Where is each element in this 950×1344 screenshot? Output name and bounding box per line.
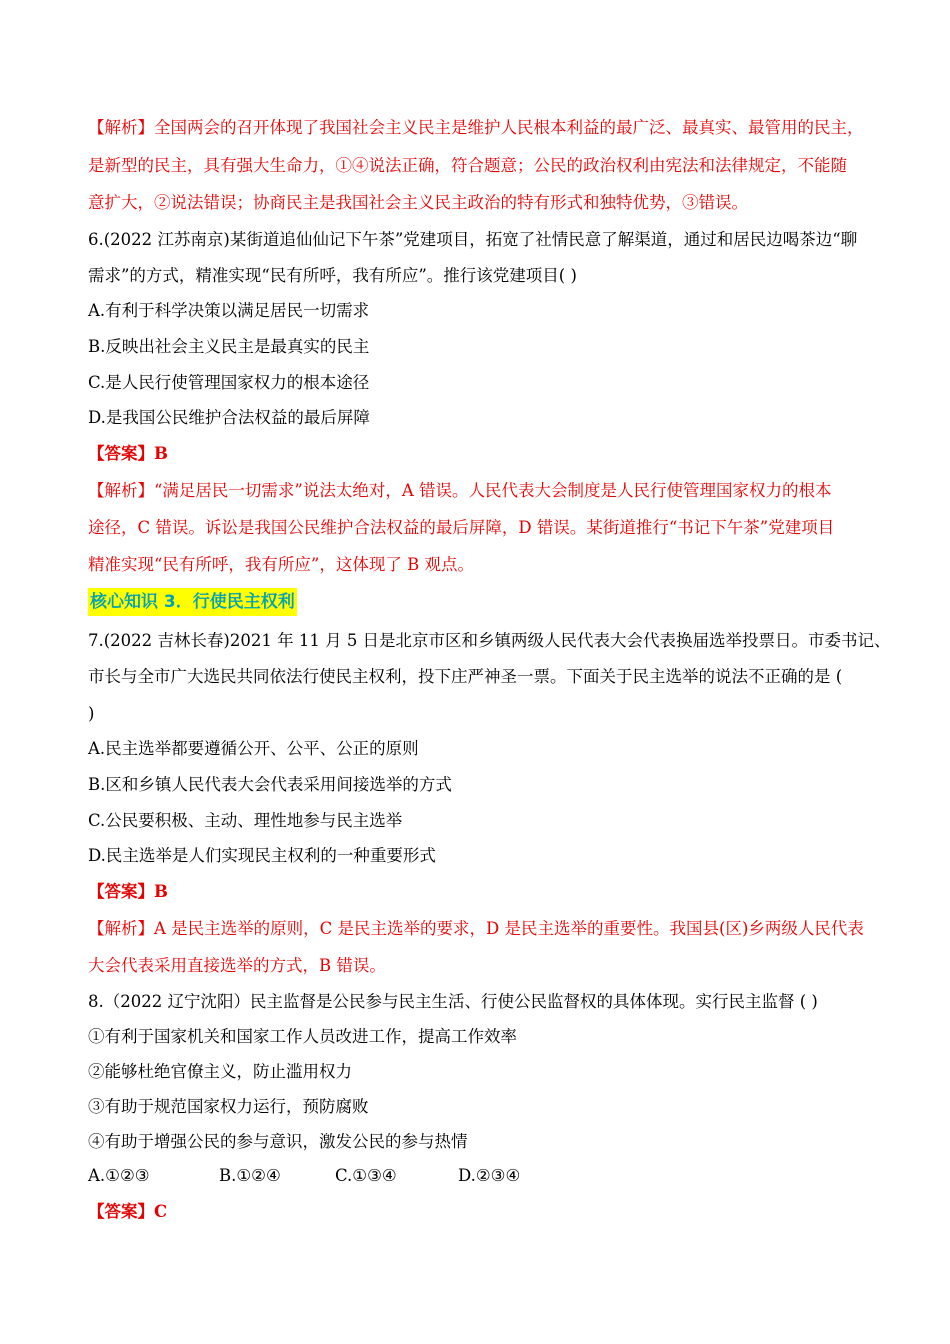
option-d: D.民主选举是人们实现民主权利的一种重要形式 xyxy=(88,846,436,865)
question-stem: 8.（2022 辽宁沈阳）民主监督是公民参与民主生活、行使公民监督权的具体体现。实行民主监督 ( ) xyxy=(88,992,818,1011)
option-d: D.是我国公民维护合法权益的最后屏障 xyxy=(88,408,370,427)
statement-1: ①有利于国家机关和国家工作人员改进工作，提高工作效率 xyxy=(88,1027,517,1046)
option-a: A.民主选举都要遵循公开、公平、公正的原则 xyxy=(88,739,419,758)
question-stem: 6.(2022 江苏南京)某街道追仙仙记下午茶”党建项目，拓宽了社情民意了解渠道，通过和居民边喝茶边“聊 xyxy=(88,230,858,249)
answer-label: 【答案】C xyxy=(88,1202,168,1221)
question-stem: 市长与全市广大选民共同依法行使民主权利，投下庄严神圣一票。下面关于民主选举的说法不正确的是 ( xyxy=(88,667,843,686)
statement-4: ④有助于增强公民的参与意识，激发公民的参与热情 xyxy=(88,1132,468,1151)
answer-label: 【答案】B xyxy=(88,444,168,463)
option-b: B.反映出社会主义民主是最真实的民主 xyxy=(88,337,370,356)
option-b: B.①②④ xyxy=(219,1166,281,1185)
question-stem: ) xyxy=(88,704,95,723)
question-stem: 需求”的方式，精准实现“民有所呼，我有所应”。推行该党建项目( ) xyxy=(88,266,577,285)
statement-2: ②能够杜绝官僚主义，防止滥用权力 xyxy=(88,1062,352,1081)
analysis-text: 大会代表采用直接选举的方式，B 错误。 xyxy=(88,956,386,975)
question-stem: 7.(2022 吉林长春)2021 年 11 月 5 日是北京市区和乡镇两级人民代表大会代表换届选举投票日。市委书记、 xyxy=(88,631,891,650)
option-c: C.公民要积极、主动、理性地参与民主选举 xyxy=(88,811,403,830)
analysis-text: 途径，C 错误。诉讼是我国公民维护合法权益的最后屏障，D 错误。某街道推行“书记下午茶”党建项目 xyxy=(88,518,835,537)
option-a: A.有利于科学决策以满足居民一切需求 xyxy=(88,301,370,320)
option-a: A.①②③ xyxy=(88,1166,150,1185)
option-d: D.②③④ xyxy=(458,1166,521,1185)
analysis-text: 【解析】“满足居民一切需求”说法太绝对，A 错误。人民代表大会制度是人民行使管理国家权力的根本 xyxy=(88,481,832,500)
analysis-text: 【解析】全国两会的召开体现了我国社会主义民主是维护人民根本利益的最广泛、最真实、最管用的民主， xyxy=(88,118,864,137)
analysis-text: 意扩大，②说法错误；协商民主是我国社会主义民主政治的特有形式和独特优势，③错误。 xyxy=(88,193,748,212)
section-heading: 核心知识 3．行使民主权利 xyxy=(88,588,297,616)
answer-label: 【答案】B xyxy=(88,882,168,901)
analysis-text: 精准实现“民有所呼，我有所应”，这体现了 B 观点。 xyxy=(88,555,474,574)
option-c: C.是人民行使管理国家权力的根本途径 xyxy=(88,373,370,392)
option-b: B.区和乡镇人民代表大会代表采用间接选举的方式 xyxy=(88,775,452,794)
option-c: C.①③④ xyxy=(335,1166,397,1185)
analysis-text: 是新型的民主，具有强大生命力，①④说法正确，符合题意；公民的政治权利由宪法和法律规定，不能随 xyxy=(88,156,847,175)
analysis-text: 【解析】A 是民主选举的原则，C 是民主选举的要求，D 是民主选举的重要性。我国县(区)乡两级人民代表 xyxy=(88,919,864,938)
statement-3: ③有助于规范国家权力运行，预防腐败 xyxy=(88,1097,369,1116)
